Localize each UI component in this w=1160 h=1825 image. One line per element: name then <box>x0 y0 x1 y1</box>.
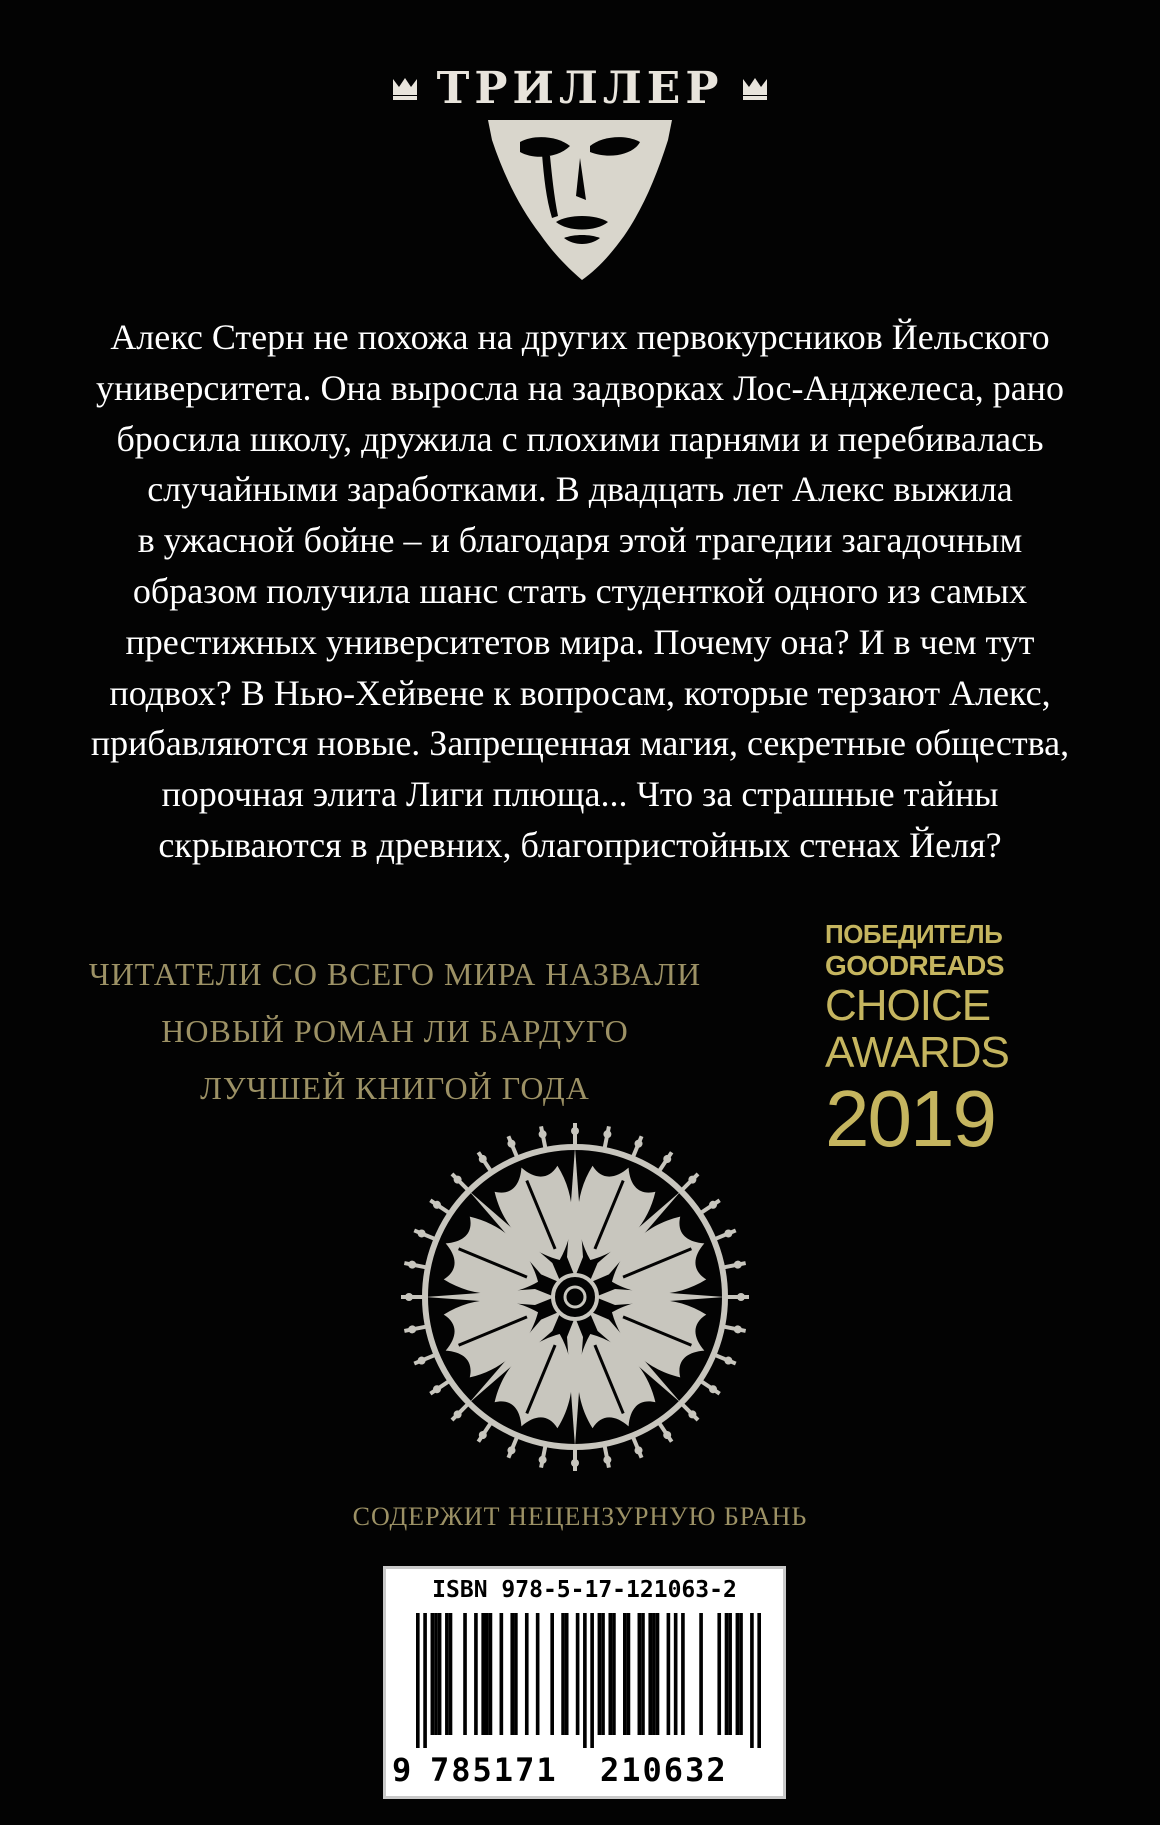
ean-left-group: 785171 <box>430 1751 558 1789</box>
barcode-bar <box>449 1613 453 1735</box>
synopsis-line: в ужасной бойне – и благодаря этой трагедии загадочным <box>137 520 1023 561</box>
barcode-bar <box>627 1613 631 1735</box>
award-badge <box>825 918 1125 1162</box>
barcode-bar <box>641 1613 645 1735</box>
synopsis-line: случайными заработками. В двадцать лет Алекс выжила <box>147 469 1013 510</box>
theatre-mask-icon <box>482 118 678 282</box>
barcode-bar <box>431 1613 435 1735</box>
barcode-bar <box>485 1613 489 1735</box>
barcode-bar <box>510 1613 514 1735</box>
barcode-bar <box>536 1613 540 1735</box>
synopsis-line: подвох? В Нью-Хейвене к вопросам, которые терзают Алекс, <box>109 672 1051 713</box>
award-line-choice: CHOICE <box>825 981 991 1030</box>
barcode-bar <box>514 1613 518 1735</box>
barcode-bar <box>565 1613 569 1735</box>
barcode-bar <box>590 1613 594 1748</box>
synopsis-line: скрываются в древних, благопристойных стенах Йеля? <box>158 824 1002 865</box>
barcode-bar <box>423 1613 427 1748</box>
barcode-bar <box>583 1613 587 1748</box>
award-line-winner: ПОБЕДИТЕЛЬ <box>825 919 1003 949</box>
tagline-line: НОВЫЙ РОМАН ЛИ БАРДУГО <box>161 1013 629 1049</box>
barcode-bar <box>667 1613 671 1735</box>
barcode-bar <box>736 1613 740 1735</box>
barcode-bar <box>434 1613 438 1735</box>
barcode-bar <box>445 1613 449 1735</box>
barcode-bar <box>739 1613 743 1735</box>
barcode-bar <box>750 1613 754 1748</box>
barcode-bar <box>652 1613 656 1735</box>
barcode-bar <box>601 1613 605 1735</box>
barcode-bar <box>608 1613 612 1735</box>
award-line-goodreads: GOODREADS <box>825 950 1005 981</box>
crown-icon <box>741 75 769 101</box>
ean-right-group: 210632 <box>600 1751 728 1789</box>
award-year: 2019 <box>825 1074 995 1163</box>
barcode-bar <box>474 1613 478 1735</box>
barcode-bar <box>598 1613 602 1735</box>
tagline <box>60 946 730 1117</box>
barcode-bars <box>416 1613 761 1748</box>
synopsis-line: бросила школу, дружила с плохими парнями и перебивалась <box>116 418 1044 459</box>
content-warning: СОДЕРЖИТ НЕЦЕНЗУРНУЮ БРАНЬ <box>352 1502 808 1531</box>
tagline-line: ЧИТАТЕЛИ СО ВСЕГО МИРА НАЗВАЛИ <box>88 956 702 992</box>
barcode-bar <box>638 1613 642 1735</box>
barcode-bar <box>576 1613 580 1735</box>
barcode-bar <box>500 1613 504 1735</box>
genre-label: ТРИЛЛЕР <box>436 62 724 114</box>
synopsis-text <box>40 312 1120 871</box>
award-line-awards: AWARDS <box>825 1028 1009 1077</box>
barcode-bar <box>656 1613 660 1735</box>
synopsis-line: университета. Она выросла на задворках Лос-Анджелеса, рано <box>96 367 1064 408</box>
barcode-bar <box>438 1613 442 1735</box>
synopsis-line: образом получила шанс стать студенткой одного из самых <box>132 570 1028 611</box>
genre-header <box>0 58 1160 118</box>
barcode-bar <box>612 1613 616 1735</box>
synopsis-line: прибавляются новые. Запрещенная магия, секретные общества, <box>90 723 1070 764</box>
barcode-bar <box>681 1613 685 1735</box>
barcode-bar <box>561 1613 565 1735</box>
barcode-bar <box>550 1613 554 1735</box>
tagline-line: ЛУЧШЕЙ КНИГОЙ ГОДА <box>200 1070 590 1106</box>
compass-rose-emblem-icon <box>400 1122 750 1472</box>
barcode-bar <box>525 1613 529 1735</box>
ean-first-digit: 9 <box>392 1751 412 1789</box>
barcode-bar <box>623 1613 627 1735</box>
crown-icon <box>391 75 419 101</box>
barcode-bar <box>648 1613 652 1735</box>
synopsis-line: Алекс Стерн не похожа на других первокурсников Йельского <box>110 317 1050 357</box>
barcode-bar <box>674 1613 678 1735</box>
isbn-label: ISBN 978-5-17-121063-2 <box>432 1577 737 1603</box>
barcode-bar <box>416 1613 420 1748</box>
barcode-bar <box>728 1613 732 1735</box>
barcode-bar <box>489 1613 493 1735</box>
barcode-bar <box>481 1613 485 1735</box>
synopsis-line: престижных университетов мира. Почему она? И в чем тут <box>125 621 1035 662</box>
barcode-bar <box>699 1613 703 1735</box>
isbn-barcode <box>383 1566 786 1799</box>
barcode-bar <box>463 1613 467 1735</box>
barcode-bar <box>757 1613 761 1748</box>
synopsis-line: порочная элита Лиги плюща... Что за страшные тайны <box>161 774 999 815</box>
barcode-bar <box>717 1613 721 1735</box>
barcode-bar <box>725 1613 729 1735</box>
